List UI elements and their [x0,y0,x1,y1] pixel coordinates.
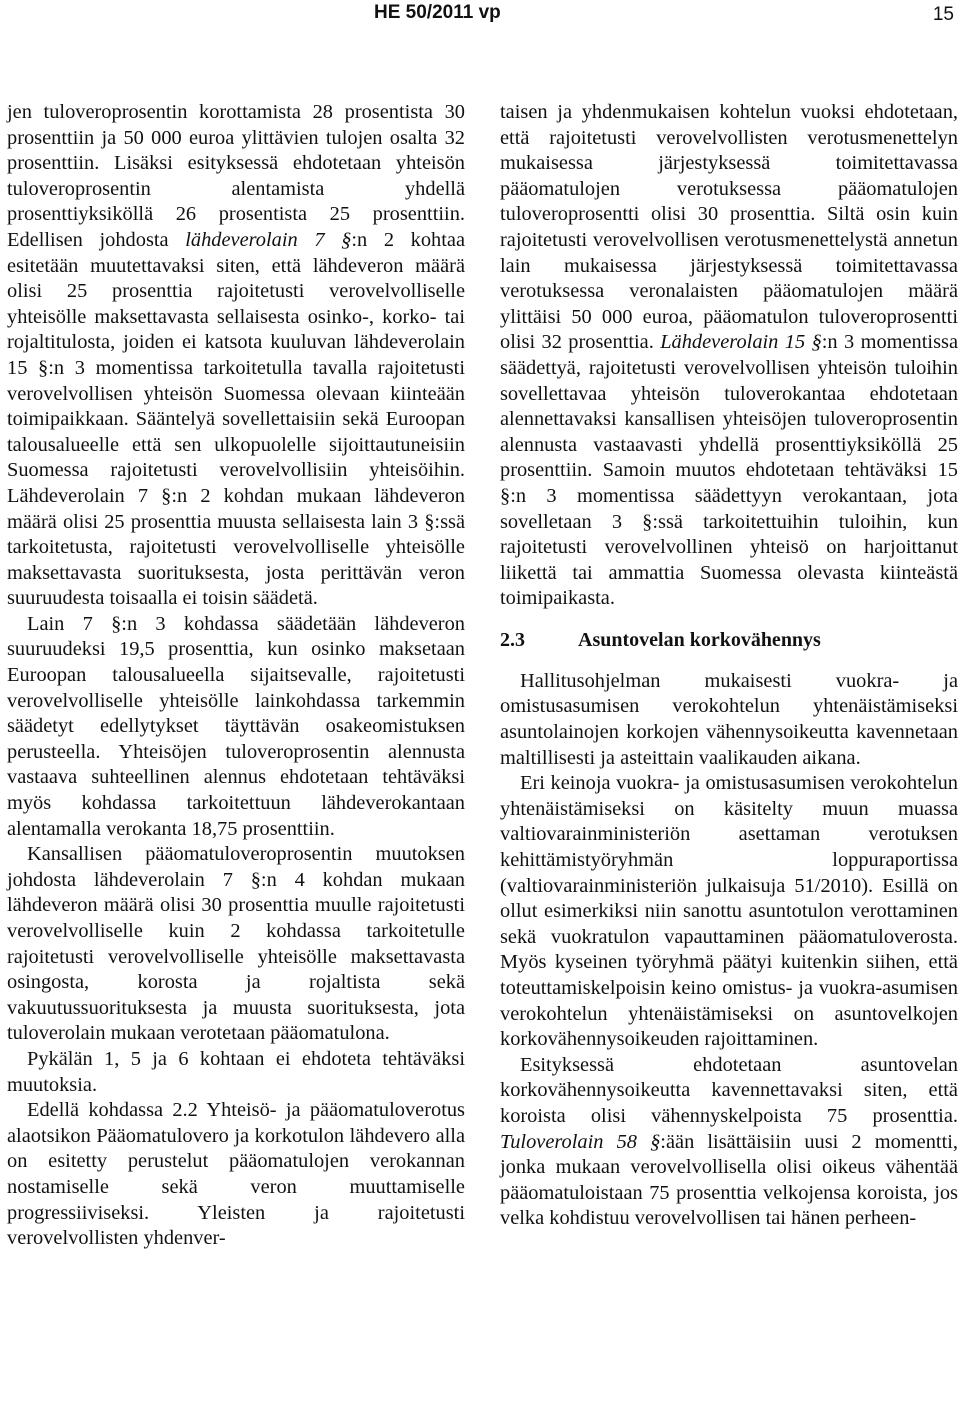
right-paragraph-2: Hallitusohjelman mukaisesti vuokra- ja omistusasumisen verokohtelun yhtenäistämiseksi asuntolainojen korkojen vähennysoikeutta kavennetaan maltillisesti ja asteittain vaalikauden aikana. [500,669,958,769]
left-paragraph-4: Pykälän 1, 5 ja 6 kohtaan ei ehdoteta tehtäväksi muutoksia. [7,1047,465,1096]
italic-law-reference: Tuloverolain 58 § [500,1130,661,1153]
left-paragraph-3: Kansallisen pääomatuloveroprosentin muutoksen johdosta lähdeverolain 7 §:n 4 kohdan mukaan lähdeveron määrä olisi 30 prosenttia muulle rajoitetusti verovelvolliselle kuin 2 kohdassa tarkoitetulle rajoitetusti verovelvolliselle yhteisölle maksettavasta osingosta, korosta ja rojaltista sekä vakuutussuorituksesta ja muusta suorituksesta, jota tuloverolain mukaan verotetaan pääomatulona. [7,843,465,1045]
left-paragraph-5: Edellä kohdassa 2.2 Yhteisö- ja pääomatuloverotus alaotsikon Pääomatulovero ja korkotulon lähdevero alla on esitetty perustelut pääomatulojen verokannan nostamiselle sekä veron muuttamiselle progressiiviseksi. Yleisten ja rajoitetusti verovelvollisten yhdenver- [7,1099,465,1250]
left-column [7,100,465,1252]
section-title: Asuntovelan korkovähennys [578,628,821,651]
right-column [500,100,958,1232]
document-id: HE 50/2011 vp [374,2,501,23]
section-heading [500,628,958,653]
italic-law-reference: lähdeverolain 7 § [185,228,352,251]
italic-law-reference: Lähdeverolain 15 § [660,331,822,354]
section-number: 2.3 [500,628,525,651]
right-paragraph-4: Esityksessä ehdotetaan asuntovelan korkovähennysoikeutta kavennettavaksi siten, että koroista olisi vähennyskelpoista 75 prosenttia. Tuloverolain 58 §:ään lisättäisiin uusi 2 momentti, jonka mukaan verovelvollisella olisi oikeus vähentää pääomatuloistaan 75 prosenttia velkojensa koroista, jos velka kohdistuu verovelvollisen tai hänen perheen- [500,1053,958,1230]
left-paragraph-1: jen tuloveroprosentin korottamista 28 prosentista 30 prosenttiin ja 50 000 euroa ylittävien tulojen osalta 32 prosenttiin. Lisäksi esityksessä ehdotetaan yhteisön tuloveroprosentin alentamista yhdellä prosenttiyksiköllä 26 prosentista 25 prosenttiin. Edellisen johdosta lähdeverolain 7 §:n 2 kohtaa esitetään muutettavaksi siten, että lähdeveron määrä olisi 25 prosenttia rajoitetusti verovelvolliselle yhteisölle maksettavasta sellaisesta osinko-, korko- tai rojaltitulosta, joiden ei katsota kuuluvan lähdeverolain 15 §:n 3 momentissa tarkoitetulla tavalla rajoitetusti verovelvollisen yhteisön Suomessa olevaan kiinteään toimipaikkaan. Sääntelyä sovellettaisiin sekä Euroopan talousalueelle että sen ulkopuolelle sijoittautuneisiin Suomessa rajoitetusti verovelvollisiin yhteisöihin. Lähdeverolain 7 §:n 2 kohdan mukaan lähdeveron määrä olisi 25 prosenttia muusta sellaisesta lain 3 §:ssä tarkoitetusta, rajoitetusti verovelvolliselle yhteisölle maksettavasta suorituksesta, josta perittävän veron suuruudesta toisaalla ei toisin säädetä. [7,101,465,610]
right-paragraph-1: taisen ja yhdenmukaisen kohtelun vuoksi ehdotetaan, että rajoitetusti verovelvollisten verotusmenettelyn mukaisessa järjestyksessä toimitettavassa pääomatulojen verotuksessa pääomatulojen tuloveroprosentti olisi 30 prosenttia. Siltä osin kuin rajoitetusti verovelvollisen verotusmenettelystä annetun lain mukaisessa järjestyksessä toimitettavassa verotuksessa veronalaisten pääomatulojen määrä ylittäisi 50 000 euroa, pääomatulon tuloveroprosentti olisi 32 prosenttia. Lähdeverolain 15 §:n 3 momentissa säädettyä, rajoitetusti verovelvollisen yhteisön tuloihin sovellettavaa yhteisön tuloverokantaa ehdotetaan alennettavaksi kansallisen yhteisöjen tuloveroprosentin alennusta vastaavasti yhdellä prosenttiyksiköllä 25 prosenttiin. Samoin muutos ehdotetaan tehtäväksi 15 §:n 3 momentissa säädettyyn verokantaan, jota sovelletaan 3 §:ssä tarkoitettuihin tuloihin, kun rajoitetusti verovelvollinen yhteisö on harjoittanut liikettä tai ammattia Suomessa olevasta kiinteästä toimipaikasta. [500,101,958,610]
page-header [0,0,960,40]
left-paragraph-2: Lain 7 §:n 3 kohdassa säädetään lähdeveron suuruudeksi 19,5 prosenttia, kun osinko maksetaan Euroopan talousalueella sijaitsevalle, rajoitetusti verovelvolliselle yhteisölle lainkohdassa tarkemmin säädetyt edellytykset täyttävän osakeomistuksen perusteella. Yhteisöjen tuloveroprosentin alennusta vastaava suhteellinen alennus ehdotetaan tehtäväksi myös kohdassa tarkoitettuun lähdeverokantaan alentamalla verokanta 18,75 prosenttiin. [7,612,465,840]
page-number: 15 [932,4,954,25]
right-paragraph-3: Eri keinoja vuokra- ja omistusasumisen verokohtelun yhtenäistämiseksi on käsitelty muun muassa valtiovarainministeriön asettaman verotuksen kehittämistyöryhmän loppuraportissa (valtiovarainministeriön julkaisuja 51/2010). Esillä on ollut esimerkiksi niin sanottu asuntotulon verottaminen sekä vuokratulon vapauttaminen pääomatuloverosta. Myös kyseinen työryhmä päätyi kuitenkin siihen, että toteuttamiskelpoisin keino omistus- ja vuokra-asumisen verokohtelun yhtenäistämiseksi on asuntovelkojen korkovähennysoikeuden rajoittaminen. [500,772,958,1051]
